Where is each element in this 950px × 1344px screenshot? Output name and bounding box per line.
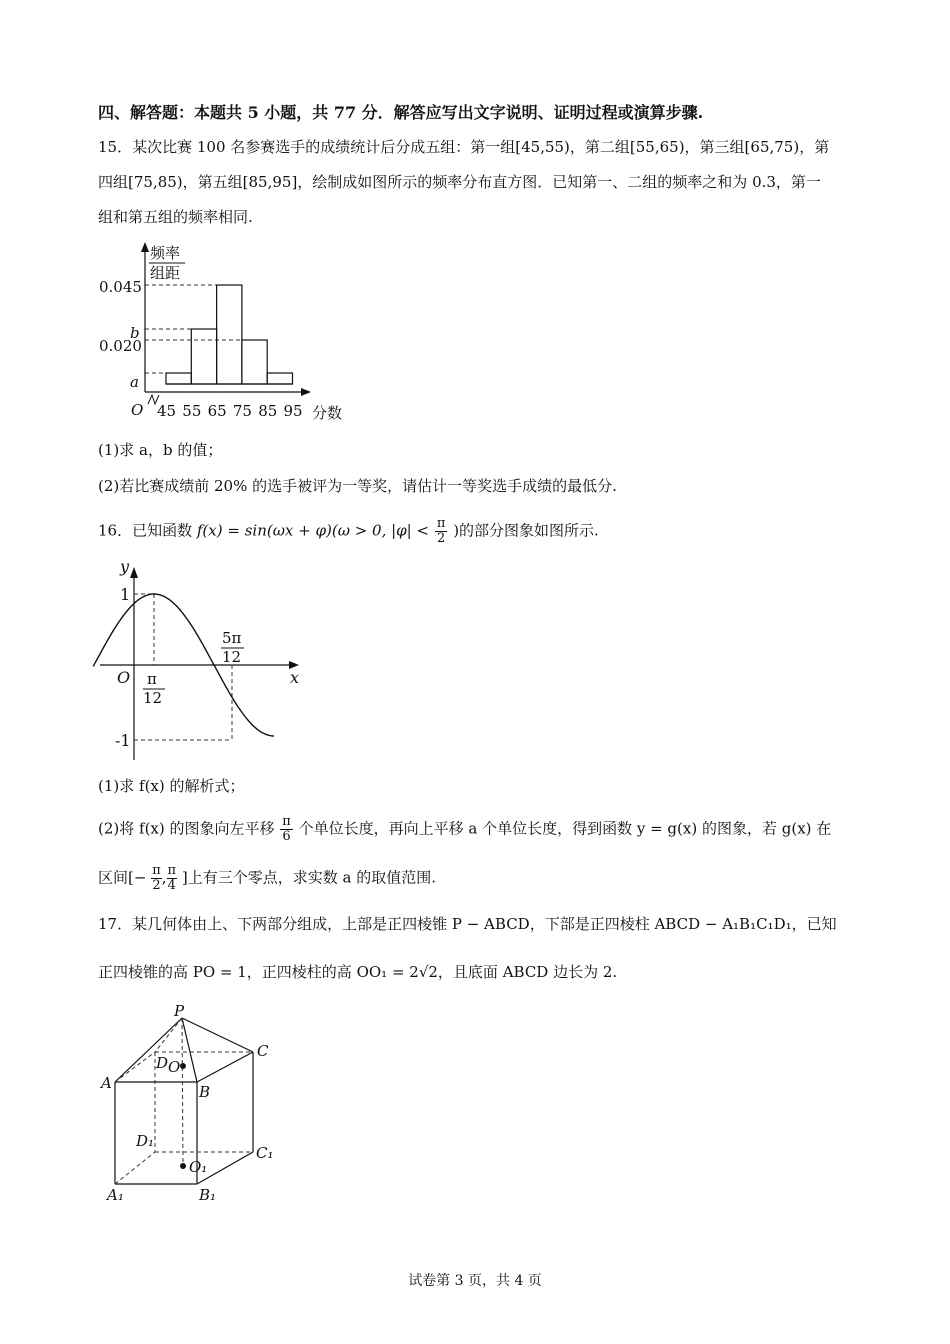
sine-y-min-label: -1 bbox=[115, 731, 131, 750]
y-tick-0020: 0.020 bbox=[99, 337, 142, 355]
label-A1: A₁ bbox=[107, 1186, 124, 1204]
label-P: P bbox=[174, 1002, 185, 1020]
label-B: B bbox=[199, 1083, 211, 1101]
y-tick-a: a bbox=[130, 373, 139, 391]
sine-x2-den: 12 bbox=[222, 648, 242, 666]
sine-y-axis-label: y bbox=[120, 557, 130, 576]
histogram-origin: O bbox=[131, 401, 144, 419]
sine-x1-num: π bbox=[147, 670, 157, 688]
label-C1: C₁ bbox=[256, 1144, 274, 1162]
q16-interval-frac2-den: 4 bbox=[167, 878, 176, 893]
q15-part2: (2)若比赛成绩前 20% 的选手被评为一等奖，请估计一等奖选手成绩的最低分. bbox=[98, 477, 617, 495]
point-O bbox=[180, 1063, 186, 1069]
q16-interval-frac2-num: π bbox=[167, 863, 177, 878]
q16-part2-c-a: 区间[− bbox=[98, 868, 147, 887]
q16-stem-frac-den: 2 bbox=[436, 531, 446, 546]
q16-part2-a: (2)将 f(x) 的图象向左平移 bbox=[98, 819, 275, 838]
sine-x2-num: 5π bbox=[222, 629, 242, 647]
sine-x1-den: 12 bbox=[143, 689, 163, 707]
histogram-x-label: 分数 bbox=[312, 404, 343, 422]
q16-interval-comma: , bbox=[161, 868, 167, 887]
q17-line2: 正四棱锥的高 PO = 1，正四棱柱的高 OO₁ = 2√2，且底面 ABCD 边长为 2. bbox=[98, 963, 618, 981]
q16-part2-frac-den: 6 bbox=[282, 829, 291, 844]
edge-AD bbox=[115, 1052, 155, 1082]
x-tick-label: 45 bbox=[157, 402, 177, 420]
q16-part2-frac-num: π bbox=[282, 814, 291, 829]
q16-part2-c-b: ]上有三个零点，求实数 a 的取值范围. bbox=[181, 868, 436, 887]
label-O1: O₁ bbox=[189, 1158, 208, 1176]
q16-part2-b: 个单位长度，再向上平移 a 个单位长度，得到函数 y = g(x) 的图象，若 g(x) 在 bbox=[298, 819, 832, 838]
x-tick-label: 75 bbox=[232, 402, 252, 420]
x-tick-label: 95 bbox=[283, 402, 303, 420]
y-tick-b: b bbox=[130, 324, 140, 342]
label-A: A bbox=[101, 1074, 112, 1092]
histogram-y-label-top: 频率 bbox=[150, 244, 181, 262]
point-O1 bbox=[180, 1163, 186, 1169]
histogram-y-label-bottom: 组距 bbox=[150, 264, 181, 282]
edge-A1D1 bbox=[115, 1152, 155, 1184]
label-D1: D₁ bbox=[136, 1132, 155, 1150]
x-tick-label: 65 bbox=[207, 402, 227, 420]
q16-interval-frac1-den: 2 bbox=[152, 878, 161, 893]
q17-line1: 17．某几何体由上、下两部分组成，上部是正四棱锥 P − ABCD，下部是正四棱柱 ABCD − A₁B₁C₁D₁，已知 bbox=[98, 915, 837, 933]
q16-part1: (1)求 f(x) 的解析式； bbox=[98, 777, 245, 795]
label-C: C bbox=[257, 1042, 269, 1060]
q15-line3: 组和第五组的频率相同. bbox=[98, 208, 253, 226]
sine-origin: O bbox=[117, 668, 131, 687]
x-tick-label: 55 bbox=[182, 402, 202, 420]
q16-stem-suffix: )的部分图象如图所示. bbox=[453, 521, 599, 540]
edge-PB bbox=[182, 1018, 197, 1082]
q16-stem-prefix: 16．已知函数 bbox=[98, 521, 193, 540]
y-tick-0045: 0.045 bbox=[99, 278, 142, 296]
q15-line2: 四组[75,85)，第五组[85,95]，绘制成如图所示的频率分布直方图．已知第一、二组的频率之和为 0.3，第一 bbox=[98, 173, 821, 191]
x-tick-label: 85 bbox=[258, 402, 278, 420]
sine-x-axis-label: x bbox=[290, 668, 300, 687]
label-B1: B₁ bbox=[199, 1186, 217, 1204]
q16-stem-frac-num: π bbox=[436, 516, 446, 531]
q16-interval-frac1-num: π bbox=[152, 863, 161, 878]
label-O: O bbox=[168, 1058, 181, 1076]
section-heading: 四、解答题：本题共 5 小题，共 77 分．解答应写出文字说明、证明过程或演算步骤. bbox=[98, 103, 704, 122]
q15-part1: (1)求 a，b 的值； bbox=[98, 441, 223, 459]
edge-PD bbox=[155, 1018, 182, 1052]
page-footer: 试卷第 3 页，共 4 页 bbox=[408, 1273, 542, 1289]
edge-BC bbox=[197, 1052, 253, 1082]
q16-stem-formula: f(x) = sin(ωx + φ)(ω > 0, |φ| < bbox=[196, 521, 430, 540]
edge-PO1 bbox=[182, 1018, 183, 1166]
edge-PC bbox=[182, 1018, 253, 1052]
sine-y-max-label: 1 bbox=[120, 585, 131, 604]
label-D: D bbox=[156, 1054, 169, 1072]
q15-line1: 15．某次比赛 100 名参赛选手的成绩统计后分成五组：第一组[45,55)，第二组[55,65)，第三组[65,75)，第 bbox=[98, 138, 830, 156]
